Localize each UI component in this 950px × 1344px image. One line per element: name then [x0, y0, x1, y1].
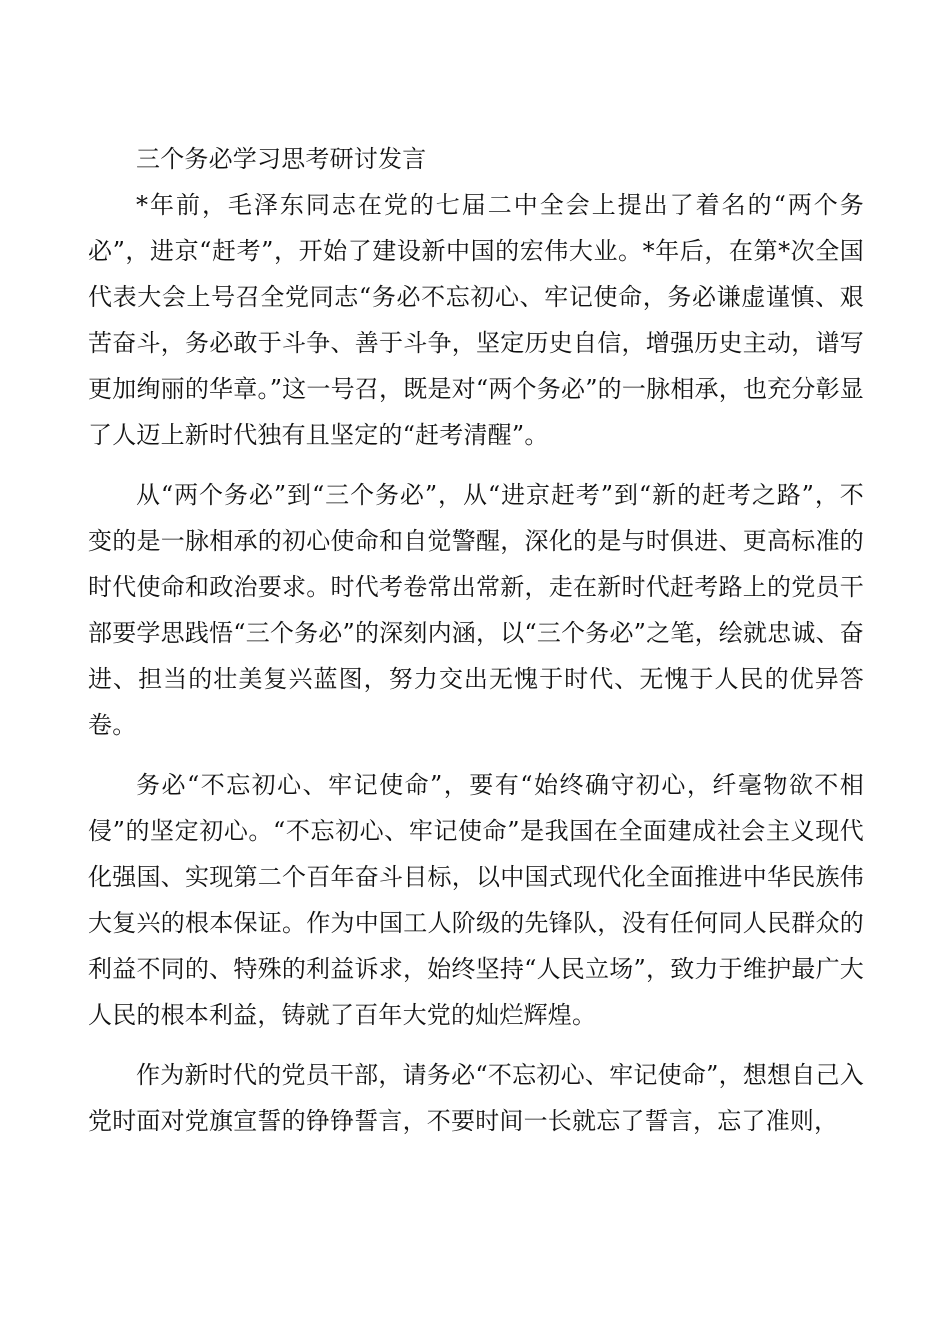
paragraph-3: 务必“不忘初心、牢记使命”，要有“始终确守初心，纤毫物欲不相侵”的坚定初心。“不忘初心、牢记使命”是我国在全面建成社会主义现代化强国、实现第二个百年奋斗目标，以中国式现代化全面推进中华民族伟大复兴的根本保证。作为中国工人阶级的先锋队，没有任何同人民群众的利益不同的、特殊的利益诉求，始终坚持“人民立场”，致力于维护最广大人民的根本利益，铸就了百年大党的灿烂辉煌。 — [88, 771, 864, 1029]
paragraph-2: 从“两个务必”到“三个务必”，从“进京赶考”到“新的赶考之路”，不变的是一脉相承的初心使命和自觉警醒，深化的是与时俱进、更高标准的时代使命和政治要求。时代考卷常出常新，走在新时代赶考路上的党员干部要学思践悟“三个务必”的深刻内涵，以“三个务必”之笔，绘就忠诚、奋进、担当的壮美复兴蓝图，努力交出无愧于时代、无愧于人民的优异答卷。 — [88, 481, 864, 739]
paragraph-4: 作为新时代的党员干部，请务必“不忘初心、牢记使命”，想想自己入党时面对党旗宣誓的铮铮誓言，不要时间一长就忘了誓言，忘了准则， — [88, 1061, 864, 1135]
document-body — [88, 136, 864, 1158]
paragraph-1: *年前，毛泽东同志在党的七届二中全会上提出了着名的“两个务必”，进京“赶考”，开始了建设新中国的宏伟大业。*年后，在第*次全国代表大会上号召全党同志“务必不忘初心、牢记使命，务必谦虚谨慎、艰苦奋斗，务必敢于斗争、善于斗争，坚定历史自信，增强历史主动，谱写更加绚丽的华章。”这一号召，既是对“两个务必”的一脉相承，也充分彰显了人迈上新时代独有且坚定的“赶考清醒”。 — [88, 191, 864, 449]
document-title: 三个务必学习思考研讨发言 — [136, 145, 427, 173]
